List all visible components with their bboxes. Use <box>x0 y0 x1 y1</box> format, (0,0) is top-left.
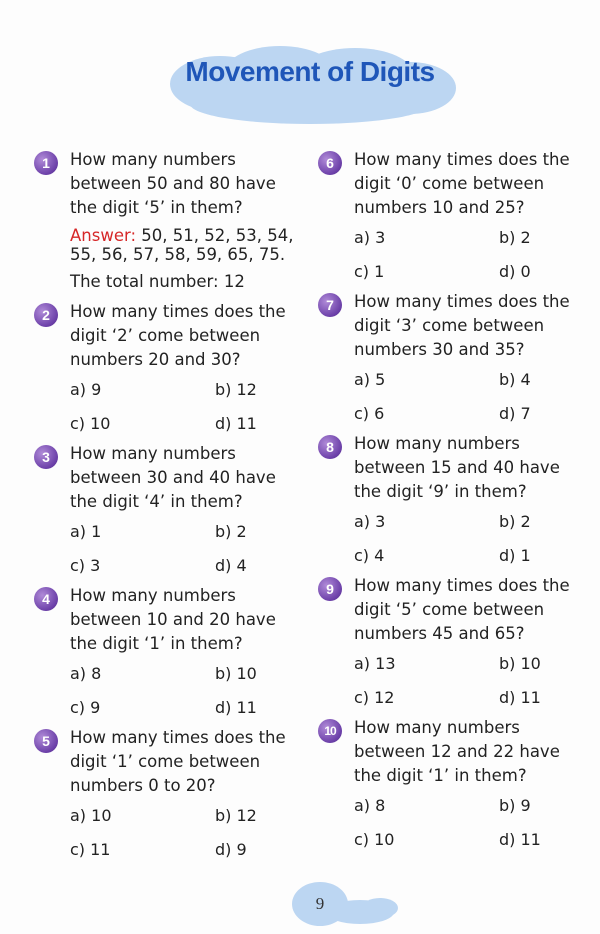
option-d[interactable]: d) 0 <box>499 262 531 281</box>
right-column <box>318 148 583 858</box>
option-a[interactable]: a) 10 <box>70 806 112 825</box>
option-b[interactable]: b) 2 <box>215 522 247 541</box>
question-8 <box>318 432 583 568</box>
question-number-badge: 9 <box>318 577 342 601</box>
option-d[interactable]: d) 11 <box>499 688 541 707</box>
option-c[interactable]: c) 9 <box>70 698 101 717</box>
options-grid <box>354 794 583 852</box>
option-c[interactable]: c) 1 <box>354 262 385 281</box>
options-grid <box>354 652 583 710</box>
question-1 <box>34 148 299 294</box>
options-grid <box>70 520 299 578</box>
question-text: How many times does the digit ‘0’ come between numbers 10 and 25? <box>354 150 570 217</box>
left-column <box>34 148 299 868</box>
title-banner <box>160 44 460 126</box>
question-text: How many times does the digit ‘5’ come between numbers 45 and 65? <box>354 576 570 643</box>
page-number-cloud <box>290 870 400 930</box>
option-c[interactable]: c) 10 <box>70 414 111 433</box>
question-number-badge: 1 <box>34 151 58 175</box>
question-number-badge: 5 <box>34 729 58 753</box>
page-number: 9 <box>315 894 325 913</box>
option-b[interactable]: b) 4 <box>499 370 531 389</box>
option-b[interactable]: b) 10 <box>215 664 257 683</box>
question-text: How many times does the digit ‘3’ come between numbers 30 and 35? <box>354 292 570 359</box>
options-grid <box>354 368 583 426</box>
options-grid <box>70 378 299 436</box>
option-c[interactable]: c) 6 <box>354 404 385 423</box>
question-7 <box>318 290 583 426</box>
option-a[interactable]: a) 3 <box>354 512 386 531</box>
option-d[interactable]: d) 4 <box>215 556 247 575</box>
option-a[interactable]: a) 5 <box>354 370 386 389</box>
option-b[interactable]: b) 9 <box>499 796 531 815</box>
options-grid <box>70 662 299 720</box>
question-4 <box>34 584 299 720</box>
option-d[interactable]: d) 1 <box>499 546 531 565</box>
option-d[interactable]: d) 11 <box>499 830 541 849</box>
option-b[interactable]: b) 10 <box>499 654 541 673</box>
question-9 <box>318 574 583 710</box>
answer-block <box>70 226 299 264</box>
question-number-badge: 6 <box>318 151 342 175</box>
question-6 <box>318 148 583 284</box>
option-b[interactable]: b) 2 <box>499 512 531 531</box>
question-number-badge: 10 <box>318 719 342 743</box>
question-number-badge: 3 <box>34 445 58 469</box>
option-a[interactable]: a) 8 <box>354 796 386 815</box>
option-d[interactable]: d) 11 <box>215 414 257 433</box>
option-c[interactable]: c) 11 <box>70 840 111 859</box>
question-3 <box>34 442 299 578</box>
option-c[interactable]: c) 12 <box>354 688 395 707</box>
question-text: How many numbers between 15 and 40 have the digit ‘9’ in them? <box>354 434 560 501</box>
answer-text: 50, 51, 52, 53, 54, 55, 56, 57, 58, 59, 65, 75. <box>70 226 294 264</box>
option-a[interactable]: a) 1 <box>70 522 102 541</box>
option-b[interactable]: b) 12 <box>215 806 257 825</box>
options-grid <box>354 226 583 284</box>
option-a[interactable]: a) 9 <box>70 380 102 399</box>
total-line: The total number: 12 <box>70 272 245 291</box>
option-b[interactable]: b) 2 <box>499 228 531 247</box>
option-a[interactable]: a) 13 <box>354 654 396 673</box>
question-text: How many times does the digit ‘1’ come between numbers 0 to 20? <box>70 728 286 795</box>
option-d[interactable]: d) 9 <box>215 840 247 859</box>
options-grid <box>354 510 583 568</box>
answer-label: Answer: <box>70 226 137 245</box>
option-b[interactable]: b) 12 <box>215 380 257 399</box>
options-grid <box>70 804 299 862</box>
option-a[interactable]: a) 3 <box>354 228 386 247</box>
question-text: How many times does the digit ‘2’ come between numbers 20 and 30? <box>70 302 286 369</box>
option-d[interactable]: d) 7 <box>499 404 531 423</box>
question-text: How many numbers between 12 and 22 have the digit ‘1’ in them? <box>354 718 560 785</box>
question-text: How many numbers between 50 and 80 have the digit ‘5’ in them? <box>70 150 276 217</box>
question-number-badge: 8 <box>318 435 342 459</box>
question-number-badge: 7 <box>318 293 342 317</box>
option-d[interactable]: d) 11 <box>215 698 257 717</box>
question-number-badge: 2 <box>34 303 58 327</box>
question-number-badge: 4 <box>34 587 58 611</box>
option-c[interactable]: c) 10 <box>354 830 395 849</box>
question-2 <box>34 300 299 436</box>
question-text: How many numbers between 30 and 40 have the digit ‘4’ in them? <box>70 444 276 511</box>
page-title: Movement of Digits <box>185 56 435 87</box>
option-c[interactable]: c) 3 <box>70 556 101 575</box>
question-text: How many numbers between 10 and 20 have the digit ‘1’ in them? <box>70 586 276 653</box>
option-c[interactable]: c) 4 <box>354 546 385 565</box>
question-5 <box>34 726 299 862</box>
question-10 <box>318 716 583 852</box>
option-a[interactable]: a) 8 <box>70 664 102 683</box>
